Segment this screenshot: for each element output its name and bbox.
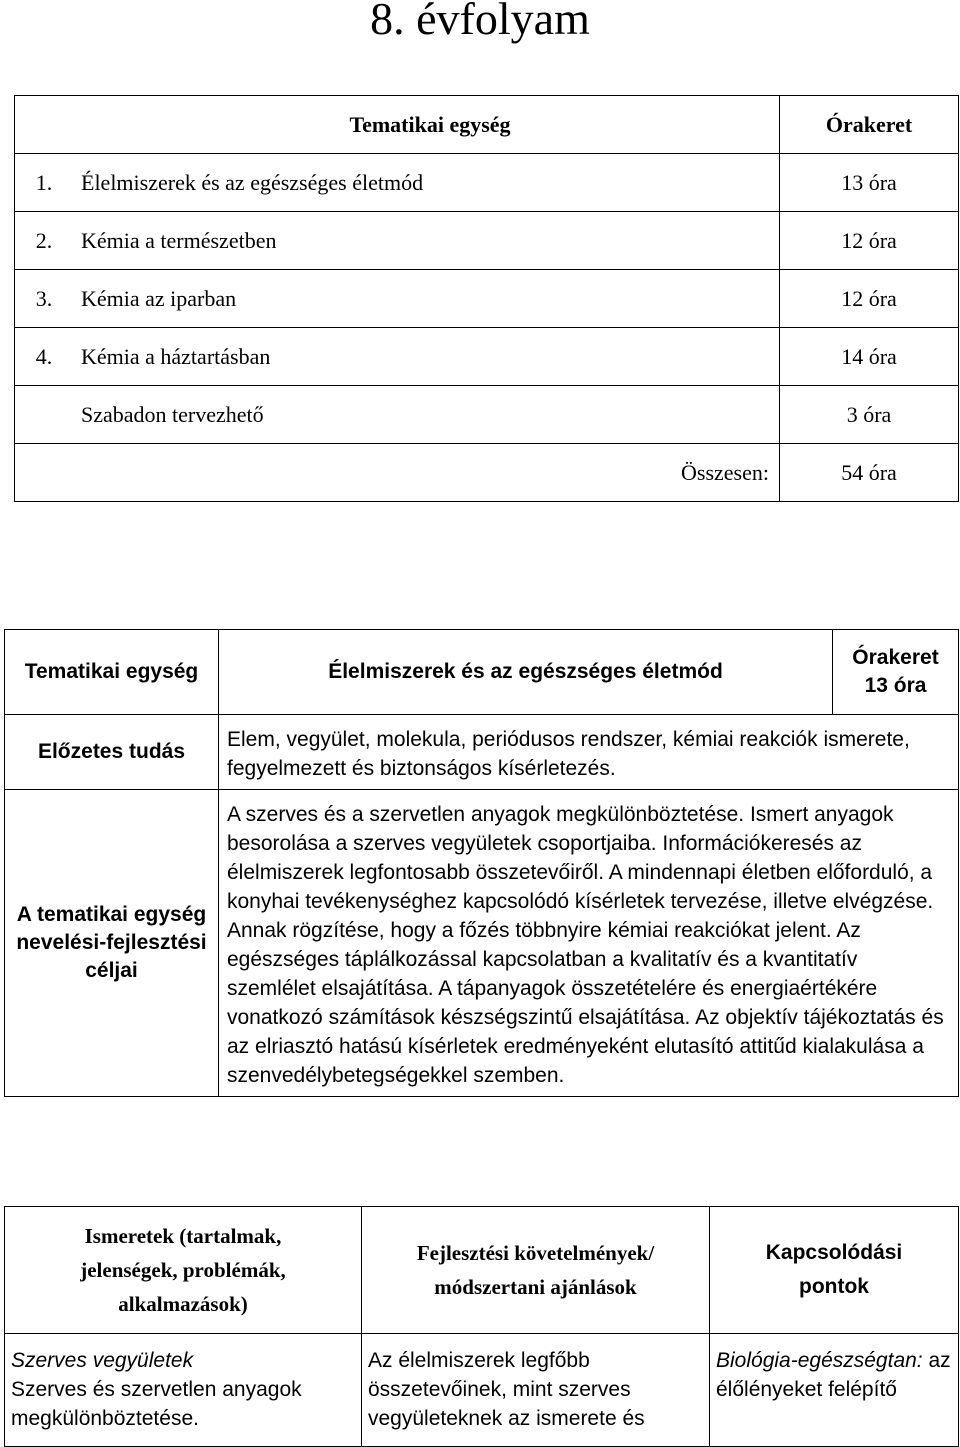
requirements-cell [362,1334,710,1447]
content-header-row [5,1207,959,1334]
connections-cell [710,1334,959,1447]
row-hours: 12 óra [780,270,959,328]
header-requirements: Fejlesztési követelmények/ módszertani ajánlások [362,1207,710,1334]
knowledge-cell [5,1334,362,1447]
prior-label: Előzetes tudás [5,715,219,790]
table-row [15,270,959,328]
row-name: Kémia a természetben [73,212,780,270]
total-row [15,444,959,502]
goals-label: A tematikai egység nevelési-fejlesztési céljai [5,790,219,1097]
prior-knowledge-row [5,715,959,790]
unit-label: Tematikai egység [5,630,219,715]
requirements-text: Az élelmiszerek legfőbb összetevőinek, mint szerves vegyületeknek az ismerete és [368,1349,645,1430]
content-row [5,1334,959,1447]
row-number: 3. [15,270,74,328]
goals-row [5,790,959,1097]
hours-label: Órakeret [852,646,939,669]
row-number: 4. [15,328,74,386]
hours-value: 13 óra [864,674,927,697]
header-hours: Órakeret [780,96,959,154]
header-unit: Tematikai egység [73,96,780,154]
free-hours: 3 óra [780,386,959,444]
free-name: Szabadon tervezhető [73,386,780,444]
prior-text: Elem, vegyület, molekula, periódusos rendszer, kémiai reakciók ismerete, fegyelmezett és biztonságos kísérletezés. [219,715,959,790]
content-table [4,1206,959,1447]
table-row [15,154,959,212]
row-name: Élelmiszerek és az egészséges életmód [73,154,780,212]
unit-hours [833,630,959,715]
row-number: 2. [15,212,74,270]
row-hours: 14 óra [780,328,959,386]
free-row [15,386,959,444]
row-name: Kémia a háztartásban [73,328,780,386]
row-number: 1. [15,154,74,212]
table-header-row [15,96,959,154]
row-name: Kémia az iparban [73,270,780,328]
row-hours: 13 óra [780,154,959,212]
unit-title: Élelmiszerek és az egészséges életmód [219,630,833,715]
knowledge-heading: Szerves vegyületek [11,1349,194,1372]
topics-table [14,95,959,502]
header-knowledge: Ismeretek (tartalmak, jelenségek, problémák, alkalmazások) [5,1207,362,1334]
total-label: Összesen: [73,444,780,502]
header-connections: Kapcsolódási pontok [710,1207,959,1334]
unit-header-row [5,630,959,715]
goals-text: A szerves és a szervetlen anyagok megkülönböztetése. Ismert anyagok besorolása a szerves vegyületek csoportjaiba. Információkeresés az élelmiszerek legfontosabb összetevőiről. A mindennapi életben előforduló, a konyhai tevékenységhez kapcsolódó kísérletek tervezése, illetve elvégzése. Annak rögzítése, hogy a főzés többnyire kémiai reakciókat jelent. Az egészséges táplálkozással kapcsolatban a kvalitatív és a kvantitatív szemlélet elsajátítása. A tápanyagok összetételére és energiaértékére vonatkozó számítások készségszintű elsajátítása. Az objektív tájékoztatás és az elriasztó hatású kísérletek eredményeként elutasító attitűd kialakulása a szenvedélybetegségekkel szemben. [219,790,959,1097]
connections-subject: Biológia-egészségtan: [716,1349,923,1372]
unit-table [4,629,959,1097]
page-title: 8. évfolyam [370,0,590,44]
knowledge-text: Szerves és szervetlen anyagok megkülönböztetése. [11,1378,302,1430]
connections-text: az élőlényeket felépítő [716,1349,951,1401]
table-row [15,328,959,386]
total-hours: 54 óra [780,444,959,502]
row-hours: 12 óra [780,212,959,270]
table-row [15,212,959,270]
